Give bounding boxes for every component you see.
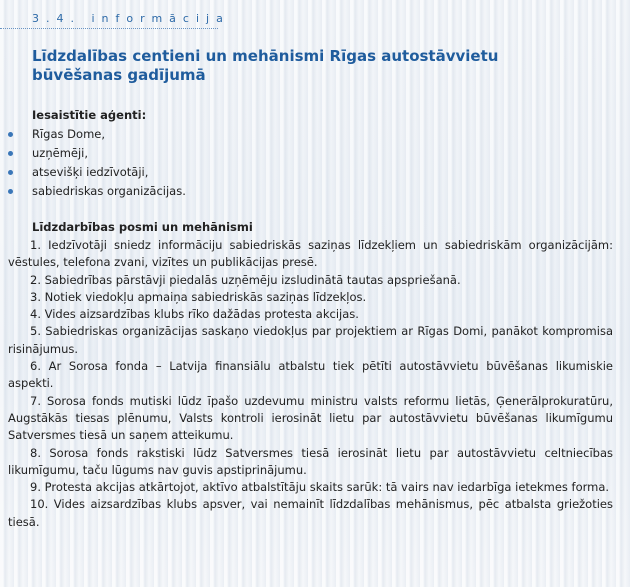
agents-list	[8, 125, 186, 201]
steps-list	[8, 237, 613, 531]
agent-item-text: sabiedriskas organizācijas.	[32, 184, 186, 198]
agent-item-text: atsevišķi iedzīvotāji,	[32, 165, 149, 179]
step-paragraph: 5. Sabiedriskas organizācijas saskaņo viedokļus par projektiem ar Rīgas Domi, panākot kompromisa risinājumus.	[8, 324, 613, 356]
step-paragraph: 9. Protesta akcijas atkārtojot, aktīvo atbalstītāju skaits sarūk: tā vairs nav iedarbīga ietekmes forma.	[30, 480, 610, 495]
bullet-icon	[8, 132, 13, 137]
page-title: Līdzdalības centieni un mehānismi Rīgas autostāvvietu būvēšanas gadījumā	[32, 47, 499, 84]
agents-heading: Iesaistītie aģenti:	[32, 108, 147, 122]
step-paragraph: 2. Sabiedrības pārstāvji piedalās uzņēmēju izsludinātā tautas apspriešanā.	[30, 272, 461, 287]
agent-item-text: uzņēmēji,	[32, 146, 89, 160]
bullet-icon	[8, 151, 13, 156]
agent-item	[8, 182, 186, 201]
agent-item-text: Rīgas Dome,	[32, 127, 106, 141]
step-paragraph: 7. Sorosa fonds mutiski lūdz īpašo uzdevumu ministru valsts reformu lietās, Ģenerālprokuratūru, Augstākās tiesas plēnumu, Valsts kontroli ierosināt lietu par autostāvvietu būvēšanas likumīgumu Satversmes tiesā un saņem atteikumu.	[8, 393, 613, 443]
agent-item	[8, 125, 186, 144]
step-paragraph: 1. Iedzīvotāji sniedz informāciju sabiedriskās saziņas līdzekļiem un sabiedriskām organizācijām: vēstules, telefona zvani, vizītes un publikācijas presē.	[8, 238, 613, 270]
step-paragraph: 8. Sorosa fonds rakstiski lūdz Satversmes tiesā ierosināt lietu par autostāvvietu celtniecības likumīgumu, taču lūgums nav guvis apstiprinājumu.	[8, 445, 613, 477]
agent-item	[8, 144, 186, 163]
section-label: 3.4. informācija	[32, 12, 230, 25]
step-paragraph: 4. Vides aizsardzības klubs rīko dažādas protesta akcijas.	[30, 307, 359, 322]
bullet-icon	[8, 189, 13, 194]
steps-heading: Līdzdarbības posmi un mehānismi	[32, 220, 253, 234]
bullet-icon	[8, 170, 13, 175]
section-divider	[0, 28, 218, 30]
step-paragraph: 3. Notiek viedokļu apmaiņa sabiedriskās saziņas līdzekļos.	[30, 289, 367, 304]
step-paragraph: 10. Vides aizsardzības klubs apsver, vai nemainīt līdzdalības mehānismus, pēc atbalsta griežoties tiesā.	[8, 497, 613, 529]
step-paragraph: 6. Ar Sorosa fonda – Latvija finansiālu atbalstu tiek pētīti autostāvvietu būvēšanas likumiskie aspekti.	[8, 359, 613, 391]
agent-item	[8, 163, 186, 182]
